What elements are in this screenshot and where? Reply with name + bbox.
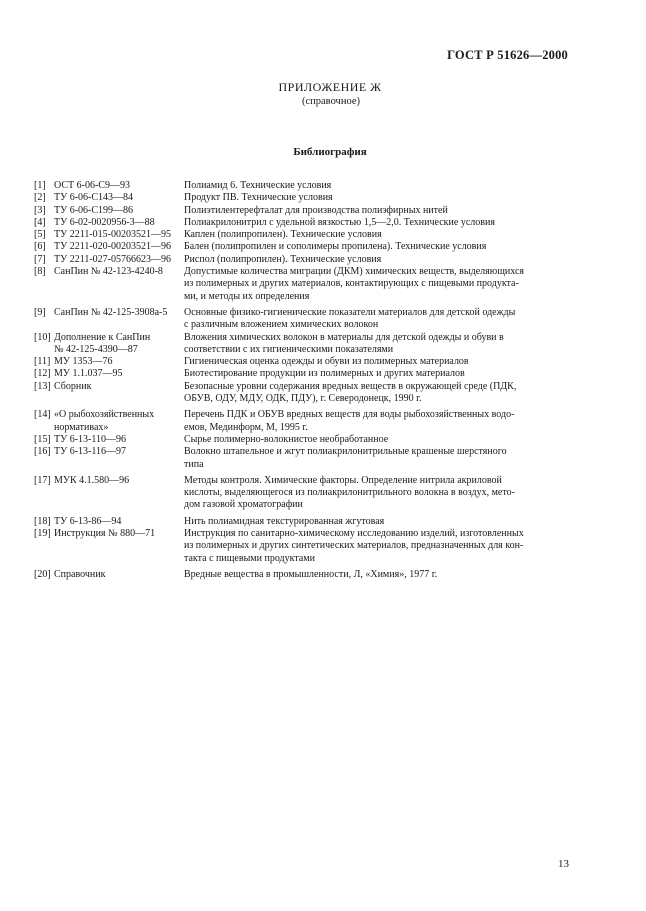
reference-document: Справочник xyxy=(54,568,106,580)
reference-number: [8] xyxy=(34,266,46,278)
reference-document: ТУ 6-02-0020956-3—88 xyxy=(54,216,155,228)
reference-item xyxy=(34,569,579,581)
annex-title: ПРИЛОЖЕНИЕ Ж xyxy=(278,80,382,94)
reference-description: Продукт ПВ. Технические условия xyxy=(184,192,333,204)
reference-item xyxy=(34,475,579,512)
reference-description: Риспол (полипропилен). Технические условия xyxy=(184,253,382,265)
reference-number: [2] xyxy=(34,192,46,204)
reference-description: Основные физико-гигиенические показатели материалов для детской одежды с различным вложением химических волокон xyxy=(184,306,516,331)
reference-description: Вредные вещества в промышленности, Л, «Химия», 1977 г. xyxy=(184,568,438,580)
reference-number: [7] xyxy=(34,253,46,265)
reference-number: [20] xyxy=(34,568,51,580)
reference-item xyxy=(34,446,579,471)
reference-item xyxy=(34,192,579,204)
reference-description: Волокно штапельное и жгут полиакрилонитрильные крашеные шерстяного типа xyxy=(184,446,507,470)
reference-item xyxy=(34,254,579,266)
reference-document: Инструкция № 880—71 xyxy=(54,528,156,540)
reference-document: ОСТ 6-06-С9—93 xyxy=(54,180,130,191)
reference-item xyxy=(34,356,579,368)
reference-item xyxy=(34,229,579,241)
bibliography-list xyxy=(34,180,579,581)
reference-description: Биотестирование продукции из полимерных и других материалов xyxy=(184,368,465,380)
reference-document: ТУ 2211-015-00203521—95 xyxy=(54,229,171,241)
reference-document: «О рыбохозяйственных нормативах» xyxy=(54,409,155,433)
reference-item xyxy=(34,332,579,357)
reference-document: ТУ 6-13-110—96 xyxy=(54,433,126,445)
reference-number: [19] xyxy=(34,528,51,540)
reference-number: [1] xyxy=(34,180,46,191)
reference-number: [5] xyxy=(34,229,46,241)
reference-item xyxy=(34,266,579,303)
annex-subtitle: (справочное) xyxy=(302,96,360,107)
reference-number: [12] xyxy=(34,368,51,380)
reference-number: [6] xyxy=(34,241,46,253)
reference-document: МУК 4.1.580—96 xyxy=(54,474,130,486)
reference-document: ТУ 6-06-С199—86 xyxy=(54,204,134,216)
annex-heading xyxy=(0,80,646,107)
reference-number: [10] xyxy=(34,331,51,343)
reference-description: Полиэтилентерефталат для производства полиэфирных нитей xyxy=(184,204,448,216)
reference-number: [15] xyxy=(34,433,51,445)
reference-document: ТУ 6-13-116—97 xyxy=(54,446,126,458)
reference-number: [17] xyxy=(34,474,51,486)
section-title: Библиография xyxy=(293,146,367,158)
reference-description: Сырье полимерно-волокнистое необработанное xyxy=(184,433,389,445)
reference-description: Методы контроля. Химические факторы. Определение нитрила акриловой кислоты, выделяющегося из полиакрилонитрильного волокна в воздух, мето- дом газовой хроматографии xyxy=(184,474,515,511)
reference-number: [16] xyxy=(34,446,51,458)
reference-document: СанПин № 42-125-3908а-5 xyxy=(54,306,168,318)
reference-document: ТУ 6-06-С143—84 xyxy=(54,192,134,204)
reference-description: Инструкция по санитарно-химическому исследованию изделий, изготовленных из полимерных и других синтетических материалов, предназначенных для кон- такта с пищевыми продуктами xyxy=(184,528,524,564)
reference-number: [11] xyxy=(34,356,51,368)
reference-description: Полиакрилонитрил с удельной вязкостью 1,5—2,0. Технические условия xyxy=(184,216,495,228)
reference-item xyxy=(34,180,579,192)
reference-item xyxy=(34,307,579,332)
reference-number: [14] xyxy=(34,409,51,421)
reference-item xyxy=(34,516,579,528)
reference-document: СанПин № 42-123-4240-8 xyxy=(54,266,163,278)
reference-number: [3] xyxy=(34,204,46,216)
reference-number: [18] xyxy=(34,515,51,527)
reference-item xyxy=(34,217,579,229)
reference-description: Вложения химических волокон в материалы для детской одежды и обуви в соответствии с их гигиеническими показателями xyxy=(184,331,504,355)
reference-number: [13] xyxy=(34,380,51,392)
reference-description: Гигиеническая оценка одежды и обуви из полимерных материалов xyxy=(184,356,469,368)
reference-item xyxy=(34,205,579,217)
reference-number: [4] xyxy=(34,216,46,228)
reference-document: ТУ 2211-020-00203521—96 xyxy=(54,241,171,253)
reference-document: Дополнение к СанПин № 42-125-4390—87 xyxy=(54,331,151,355)
reference-item xyxy=(34,381,579,406)
reference-item xyxy=(34,434,579,446)
standard-code: ГОСТ Р 51626—2000 xyxy=(447,48,568,62)
reference-document: ТУ 6-13-86—94 xyxy=(54,515,122,527)
reference-number: [9] xyxy=(34,306,46,318)
reference-description: Бален (полипропилен и сополимеры пропилена). Технические условия xyxy=(184,241,487,253)
reference-item xyxy=(34,409,579,434)
reference-description: Полиамид 6. Технические условия xyxy=(184,180,332,191)
reference-description: Перечень ПДК и ОБУВ вредных веществ для воды рыбохозяйственных водо- емов, Мединформ, М, 1995 г. xyxy=(184,409,515,433)
reference-item xyxy=(34,368,579,380)
reference-document: МУ 1.1.037—95 xyxy=(54,368,123,380)
reference-description: Нить полиамидная текстурированная жгутовая xyxy=(184,515,385,527)
page-number: 13 xyxy=(558,858,569,870)
reference-document: ТУ 2211-027-05766623—96 xyxy=(54,253,171,265)
reference-item xyxy=(34,528,579,565)
reference-item xyxy=(34,241,579,253)
reference-description: Допустимые количества миграции (ДКМ) химических веществ, выделяющихся из полимерных и других материалов, контактирующих с пищевыми продукта- ми, и методы их определения xyxy=(184,266,524,302)
reference-description: Безопасные уровни содержания вредных веществ в окружающей среде (ПДК, ОБУВ, ОДУ, МДУ, ОДК, ПДУ), г. Северодонецк, 1990 г. xyxy=(184,380,517,405)
reference-description: Каплен (полипропилен). Технические условия xyxy=(184,229,382,241)
reference-document: Сборник xyxy=(54,380,92,392)
reference-document: МУ 1353—76 xyxy=(54,356,113,368)
